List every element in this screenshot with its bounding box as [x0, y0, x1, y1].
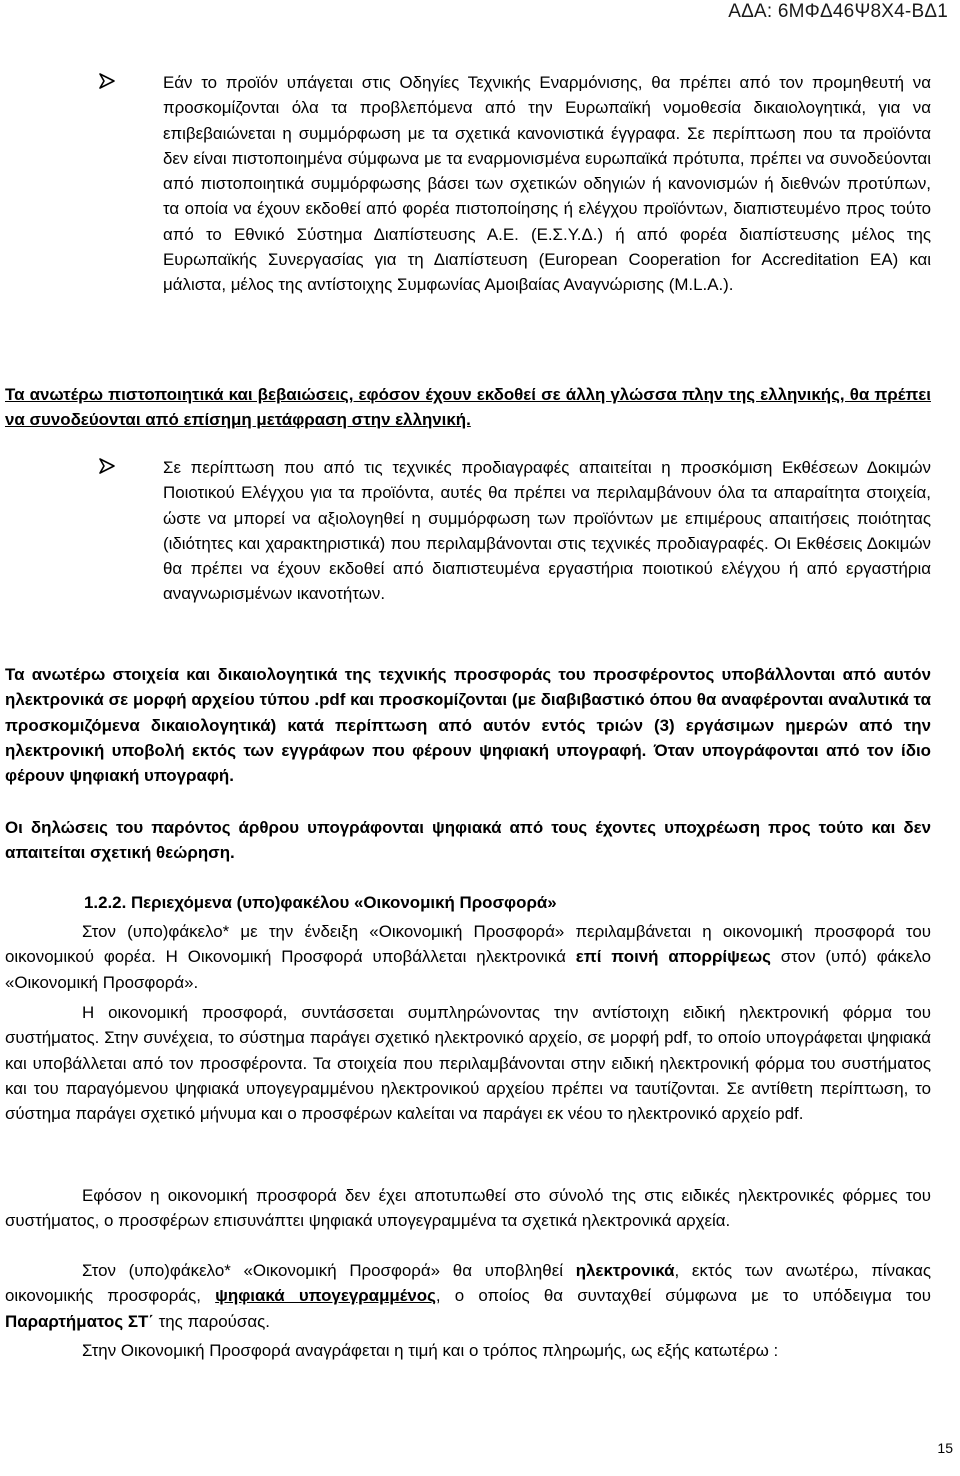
p5-text: Στην Οικονομική Προσφορά αναγράφεται η τιμή και ο τρόπος πληρωμής, ως εξής κατωτέρω : — [82, 1341, 779, 1360]
ada-code: ΑΔΑ: 6ΜΦΔ46Ψ8Χ4-ΒΔ1 — [728, 1, 948, 22]
p4-text-c: , ο οποίος θα συνταχθεί σύμφωνα με το υπόδειγμα του — [435, 1286, 931, 1306]
p1-bold: επί ποινή απορρίψεως — [575, 947, 771, 967]
section-paragraph-1 — [5, 919, 931, 995]
p1-text-a: Στον (υπο)φάκελο* με την ένδειξη «Οικονομική Προσφορά» περιλαμβάνεται η οικονομική προσφορά του οικονομικού φορέα. Η Οικονομική Προσφορά υποβάλλεται ηλεκτρονικά — [5, 922, 931, 967]
p4-text-d: της παρούσας. — [153, 1311, 270, 1331]
p4-bold-underlined: ψηφιακά υπογεγραμμένος — [215, 1286, 436, 1306]
section-paragraph-4 — [5, 1258, 931, 1334]
section-paragraph-3 — [5, 1183, 931, 1234]
section-paragraph-5 — [5, 1338, 931, 1363]
bullet-2-text: Σε περίπτωση που από τις τεχνικές προδιαγραφές απαιτείται η προσκόμιση Εκθέσεων Δοκιμών Ποιοτικού Ελέγχου για τα προϊόντα, αυτές θα πρέπει να περιλαμβάνουν όλα τα απαραίτητα στοιχεία, ώστε να μπορεί να αξιολογηθεί η συμμόρφωση των προϊόντων με επιμέρους απαιτήσεις ποιότητας (ιδιότητες και χαρακτηριστικά) που περιλαμβάνονται στις τεχνικές προδιαγραφές. Οι Εκθέσεις Δοκιμών θα πρέπει να έχουν εκδοθεί από διαπιστευμένα εργαστήρια ποιοτικού ελέγχου ή από εργαστήρια αναγνωρισμένων ικανοτήτων. — [163, 458, 931, 604]
bullet-1-text: Εάν το προϊόν υπάγεται στις Οδηγίες Τεχνικής Εναρμόνισης, θα πρέπει από τον προμηθευτή να προσκομίζονται όλα τα προβλεπόμενα από την Ευρωπαϊκή νομοθεσία δικαιολογητικά, για να επιβεβαιώνεται η συμμόρφωση με τα σχετικά κανονιστικά έγγραφα. Σε περίπτωση που τα προϊόντα δεν είναι πιστοποιημένα σύμφωνα με τα εναρμονισμένα ευρωπαϊκά πρότυπα, πρέπει να συνοδεύονται από πιστοποιητικά συμμόρφωσης βάσει των σχετικών οδηγιών ή κανονισμών ή διεθνών προτύπων, τα οποία να έχουν εκδοθεί από φορέα πιστοποίησης ή ελέγχου προϊόντων, διαπιστευμένο προς τούτο από το Εθνικό Σύστημα Διαπίστευσης Α.Ε. (Ε.Σ.Υ.Δ.) ή από φορέα διαπίστευσης μέλος της Ευρωπαϊκής Συνεργασίας για τη Διαπίστευση (European Cooperation for Accreditation EA) και μάλιστα, μέλος της αντίστοιχης Συμφωνίας Αμοιβαίας Αναγνώρισης (M.L.A.). — [163, 73, 931, 295]
translation-note: Τα ανωτέρω πιστοποιητικά και βεβαιώσεις, εφόσον έχουν εκδοθεί σε άλλη γλώσσα πλην της ελληνικής, θα πρέπει να συνοδεύονται από επίσημη μετάφραση στην ελληνική. — [5, 385, 931, 430]
section-paragraph-2 — [5, 1000, 931, 1126]
p3-text: Εφόσον η οικονομική προσφορά δεν έχει αποτυπωθεί στο σύνολό της στις ειδικές ηλεκτρονικές φόρμες του συστήματος, ο προσφέρων επισυνάπτει ψηφιακά υπογεγραμμένα τα σχετικά ηλεκτρονικά αρχεία. — [5, 1186, 931, 1231]
arrow-bullet-icon — [98, 457, 116, 475]
p1-text-b: στον (υπό) φάκελο «Οικονομική Προσφορά». — [5, 947, 931, 992]
p4-text-b: , εκτός των ανωτέρω, πίνακας οικονομικής προσφοράς, — [5, 1261, 931, 1306]
submission-note: Τα ανωτέρω στοιχεία και δικαιολογητικά της τεχνικής προσφοράς του προσφέροντος υποβάλλονται από αυτόν ηλεκτρονικά σε μορφή αρχείου τύπου .pdf και προσκομίζονται (με διαβιβαστικό όπου θα αναφέρονται αναλυτικά τα προσκομιζόμενα δικαιολογητικά) κατά περίπτωση από αυτόν εντός τριών (3) εργάσιμων ημερών από την ηλεκτρονική υποβολή εκτός των εγγράφων που φέρουν ψηφιακή υπογραφή. Όταν υπογράφονται από τον ίδιο φέρουν ψηφιακή υπογραφή. — [5, 665, 931, 786]
section-heading: 1.2.2. Περιεχόμενα (υπο)φακέλου «Οικονομική Προσφορά» — [84, 893, 557, 912]
p2-text: Η οικονομική προσφορά, συντάσσεται συμπληρώνοντας την αντίστοιχη ειδική ηλεκτρονική φόρμα του συστήματος. Στην συνέχεια, το σύστημα παράγει σχετικό ηλεκτρονικό αρχείο, σε μορφή pdf, το οποίο υπογράφεται ψηφιακά και υποβάλλεται από τον προσφέροντα. Τα στοιχεία που περιλαμβάνονται στην ειδική ηλεκτρονική φόρμα του συστήματος και του παραγόμενου ψηφιακά υπογεγραμμένου ηλεκτρονικού αρχείου πρέπει να ταυτίζονται. Σε αντίθετη περίπτωση, το σύστημα παράγει σχετικό μήνυμα και ο προσφέρων καλείται να παράγει εκ νέου το ηλεκτρονικό αρχείο pdf. — [5, 1003, 931, 1124]
page-number: 15 — [937, 1440, 953, 1456]
p4-text-a: Στον (υπο)φάκελο* «Οικονομική Προσφορά» θα υποβληθεί — [82, 1261, 576, 1280]
declarations-note: Οι δηλώσεις του παρόντος άρθρου υπογράφονται ψηφιακά από τους έχοντες υποχρέωση προς τούτο και δεν απαιτείται σχετική θεώρηση. — [5, 818, 931, 863]
p4-bold-1: ηλεκτρονικά — [575, 1261, 675, 1280]
p4-bold-2: Παραρτήματος ΣΤ΄ — [5, 1311, 154, 1331]
arrow-bullet-icon — [98, 72, 116, 90]
